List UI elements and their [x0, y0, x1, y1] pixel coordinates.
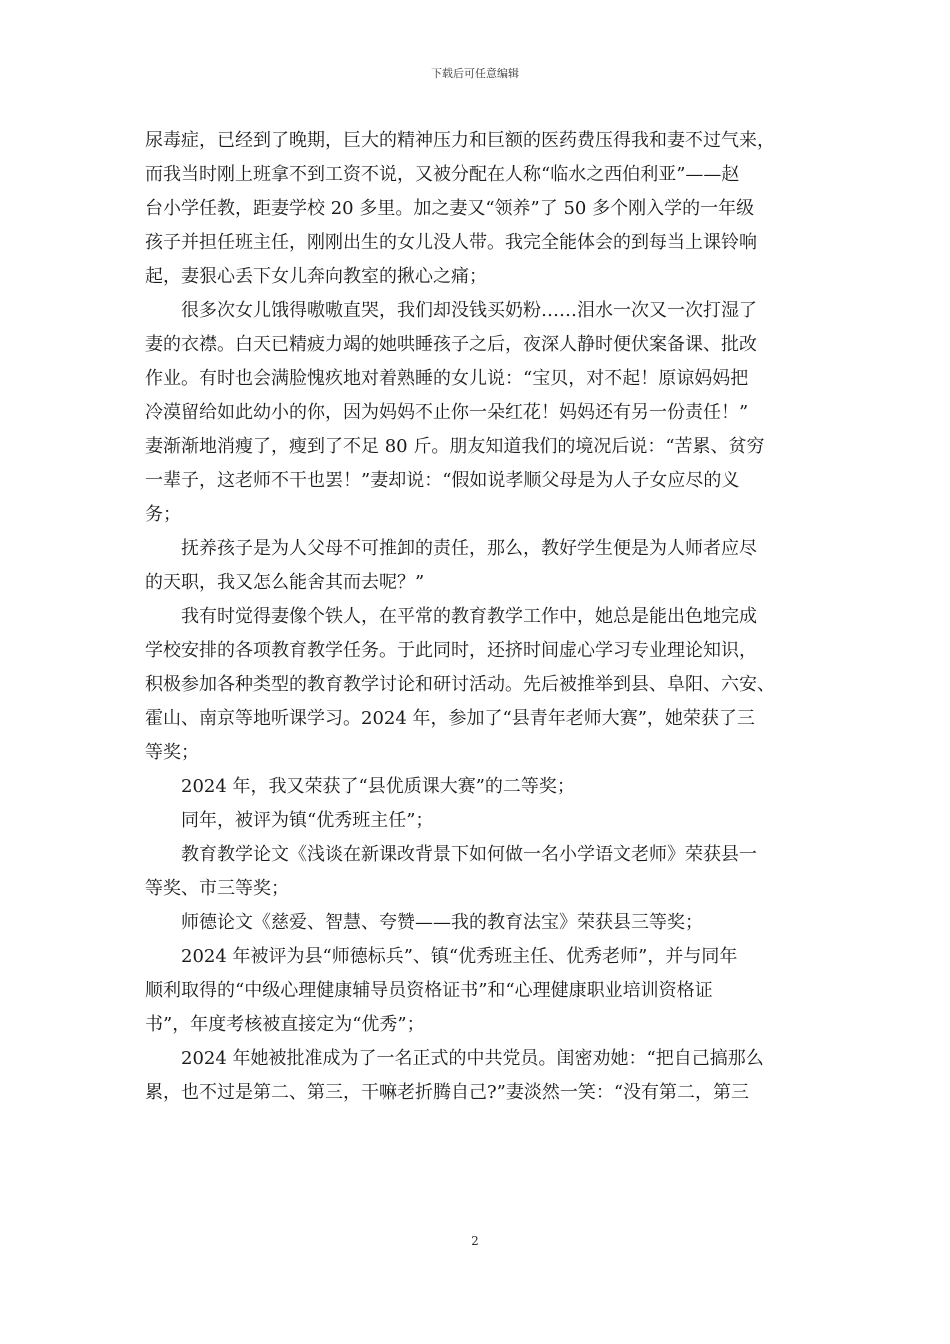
- page-number: 2: [471, 1234, 479, 1248]
- text-line: 学校安排的各项教育教学任务。于此同时，还挤时间虚心学习专业理论知识，: [145, 640, 757, 661]
- text-line: 顺利取得的“中级心理健康辅导员资格证书”和“心理健康职业培训资格证: [145, 980, 713, 1001]
- text-line: 起，妻狠心丢下女儿奔向教室的揪心之痛；: [145, 266, 487, 287]
- text-line: 书”，年度考核被直接定为“优秀”；: [145, 1014, 425, 1035]
- text-line: 孩子并担任班主任，刚刚出生的女儿没人带。我完全能体会的到每当上课铃响: [145, 232, 757, 253]
- text-line: 2024 年，我又荣获了“县优质课大赛”的二等奖；: [181, 776, 575, 797]
- text-line: 妻的衣襟。白天已精疲力竭的她哄睡孩子之后，夜深人静时便伏案备课、批改: [145, 334, 757, 355]
- text-line: 抚养孩子是为人父母不可推卸的责任，那么，教好学生便是为人师者应尽: [181, 538, 757, 559]
- text-line: 务；: [145, 504, 181, 525]
- text-line: 等奖；: [145, 742, 199, 763]
- text-line: 妻渐渐地消瘦了，瘦到了不足 80 斤。朋友知道我们的境况后说：“苦累、贫穷: [145, 436, 765, 457]
- text-line: 台小学任教，距妻学校 20 多里。加之妻又“领养”了 50 多个刚入学的一年级: [145, 198, 755, 219]
- text-line: 累，也不过是第二、第三，干嘛老折腾自己?”妻淡然一笑：“没有第二，第三: [145, 1082, 750, 1103]
- text-line: 我有时觉得妻像个铁人，在平常的教育教学工作中，她总是能出色地完成: [181, 606, 757, 627]
- text-line: 而我当时刚上班拿不到工资不说，又被分配在人称“临水之西伯利亚”——赵: [145, 164, 740, 185]
- text-line: 霍山、南京等地听课学习。2024 年，参加了“县青年老师大赛”，她荣获了三: [145, 708, 755, 729]
- text-line: 一辈子，这老师不干也罢！”妻却说：“假如说孝顺父母是为人子女应尽的义: [145, 470, 740, 491]
- text-line: 很多次女儿饿得嗷嗷直哭，我们却没钱买奶粉……泪水一次又一次打湿了: [181, 300, 757, 321]
- text-line: 师德论文《慈爱、智慧、夸赞——我的教育法宝》荣获县三等奖；: [181, 912, 703, 933]
- text-line: 等奖、市三等奖；: [145, 878, 289, 899]
- text-line: 尿毒症，已经到了晚期，巨大的精神压力和巨额的医药费压得我和妻不过气来，: [145, 130, 775, 151]
- text-line: 2024 年她被批准成为了一名正式的中共党员。闺密劝她：“把自己搞那么: [181, 1048, 764, 1069]
- text-line: 积极参加各种类型的教育教学讨论和研讨活动。先后被推举到县、阜阳、六安、: [145, 674, 775, 695]
- text-line: 2024 年被评为县“师德标兵”、镇“优秀班主任、优秀老师”，并与同年: [181, 946, 738, 967]
- text-line: 同年，被评为镇“优秀班主任”；: [181, 810, 434, 831]
- page-header: 下载后可任意编辑: [431, 67, 519, 80]
- text-line: 教育教学论文《浅谈在新课改背景下如何做一名小学语文老师》荣获县一: [181, 844, 757, 865]
- text-line: 的天职，我又怎么能舍其而去呢？”: [145, 572, 425, 593]
- text-line: 作业。有时也会满脸愧疚地对着熟睡的女儿说：“宝贝，对不起！原谅妈妈把: [145, 368, 749, 389]
- text-line: 冷漠留给如此幼小的你，因为妈妈不止你一朵红花！妈妈还有另一份责任！”: [145, 402, 749, 423]
- document-body: [145, 124, 807, 1110]
